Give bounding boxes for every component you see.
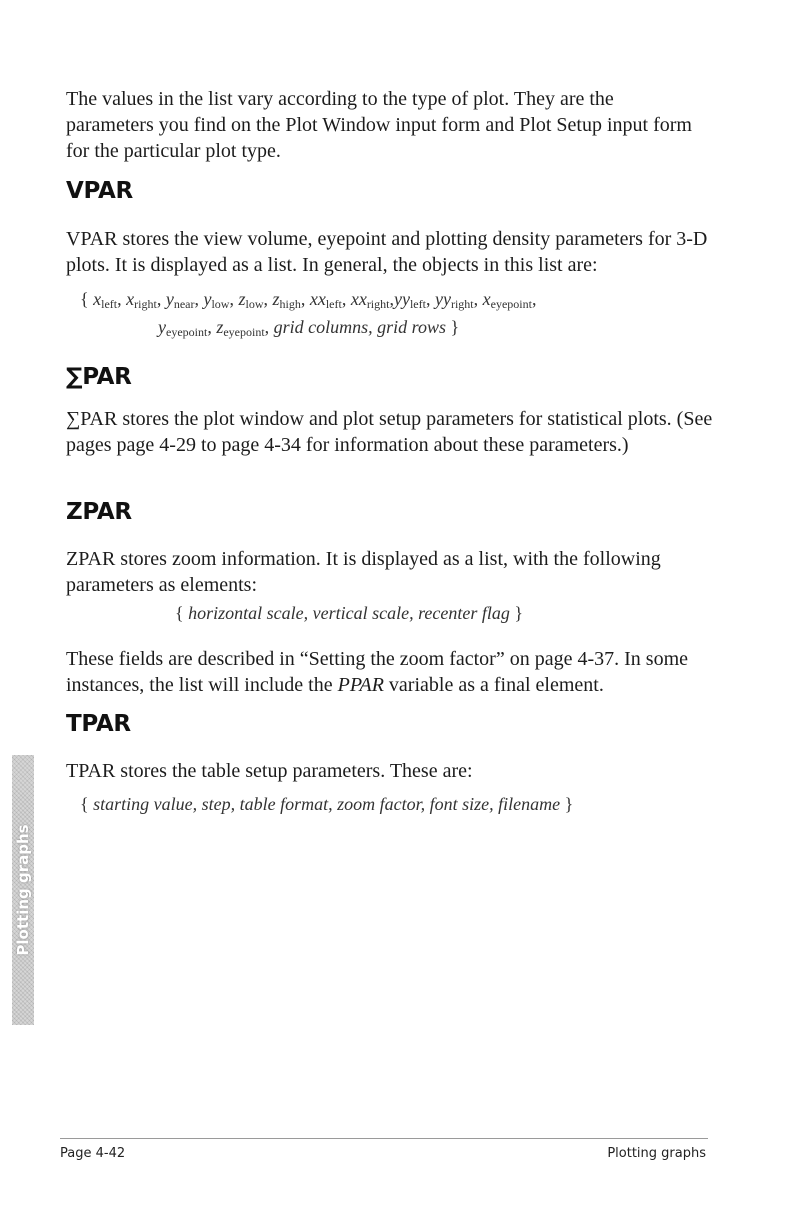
tpar-heading: TPAR bbox=[66, 711, 131, 737]
footer-page-number: Page 4-42 bbox=[60, 1146, 126, 1161]
brace-close: } bbox=[514, 603, 524, 623]
footer-rule bbox=[60, 1138, 708, 1139]
sub-eyepoint: eyepoint bbox=[166, 325, 208, 339]
sub-eyepoint: eyepoint bbox=[490, 297, 532, 311]
sub-eyepoint: eyepoint bbox=[223, 325, 265, 339]
brace-open: { bbox=[80, 794, 89, 814]
sigmapar-heading: ∑PAR bbox=[66, 364, 132, 390]
var-x: x bbox=[482, 289, 491, 309]
var-yy: yy bbox=[393, 289, 410, 309]
sub-low: low bbox=[245, 297, 264, 311]
zpar-list-items: horizontal scale, vertical scale, recenter flag bbox=[188, 603, 510, 623]
chapter-side-tab-label: Plotting graphs bbox=[14, 824, 32, 956]
sub-near: near bbox=[173, 297, 195, 311]
sub-right: right bbox=[134, 297, 157, 311]
brace-close: } bbox=[450, 317, 460, 337]
zpar-after-paragraph bbox=[66, 646, 716, 698]
sub-high: high bbox=[279, 297, 301, 311]
tpar-list-items: starting value, step, table format, zoom factor, font size, filename bbox=[93, 794, 561, 814]
tpar-body: TPAR stores the table setup parameters. These are: bbox=[66, 760, 473, 782]
vpar-list-line-1: { $x_{left}$, $x_{right}$, $y_{near}$, $y_{low}$, $z_{low}$, $z_{high}$, $xx_{left}$, $xx_{right},yy_{left}$, $yy_{right}$, $x_{eyepoint}$, bbox=[80, 289, 537, 311]
intro-paragraph: The values in the list vary according to the type of plot. They are the parameters you find on the Plot Window input form and Plot Setup input form for the particular plot type. bbox=[66, 88, 692, 162]
vpar-body: VPAR stores the view volume, eyepoint and plotting density parameters for 3-D plots. It is displayed as a list. In general, the objects in this list are: bbox=[66, 228, 708, 276]
sub-right: right bbox=[450, 297, 474, 311]
var-z: z bbox=[216, 317, 224, 337]
var-x: x bbox=[93, 289, 102, 309]
sub-right: right bbox=[366, 297, 390, 311]
grid-rows-text: grid rows bbox=[377, 317, 447, 337]
zpar-heading: ZPAR bbox=[66, 499, 132, 525]
var-z: z bbox=[238, 289, 246, 309]
var-y: y bbox=[158, 317, 166, 337]
var-x: x bbox=[126, 289, 135, 309]
var-y: y bbox=[203, 289, 212, 309]
sub-low: low bbox=[211, 297, 230, 311]
var-yy: yy bbox=[434, 289, 451, 309]
brace-close: } bbox=[564, 794, 574, 814]
grid-columns-text: grid columns, bbox=[273, 317, 373, 337]
vpar-list-line-2: $y_{eyepoint}$, $z_{eyepoint}$, grid columns, grid rows } bbox=[158, 317, 460, 339]
brace-open: { bbox=[80, 289, 89, 309]
sigmapar-body: ∑PAR stores the plot window and plot setup parameters for statistical plots. (See pages page 4-29 to page 4-34 for information about these parameters.) bbox=[66, 408, 713, 456]
zpar-list bbox=[175, 603, 523, 624]
sub-left: left bbox=[101, 297, 118, 311]
zpar-after-text: These fields are described in “Setting the zoom factor” on page 4-37. In some instances, the list will include the bbox=[66, 648, 689, 696]
brace-open: { bbox=[175, 603, 184, 623]
zpar-body: ZPAR stores zoom information. It is displayed as a list, with the following parameters as elements: bbox=[66, 548, 661, 596]
zpar-after-text-end: variable as a final element. bbox=[383, 674, 604, 696]
vpar-heading: VPAR bbox=[66, 178, 133, 204]
var-xx: xx bbox=[350, 289, 367, 309]
var-z: z bbox=[272, 289, 280, 309]
tpar-list bbox=[80, 794, 573, 815]
chapter-side-tab bbox=[12, 755, 34, 1025]
sub-left: left bbox=[325, 297, 342, 311]
ppar-variable: PPAR bbox=[337, 674, 384, 696]
footer-section-title: Plotting graphs bbox=[607, 1146, 706, 1161]
var-xx: xx bbox=[309, 289, 326, 309]
sub-left: left bbox=[409, 297, 426, 311]
var-y: y bbox=[165, 289, 174, 309]
